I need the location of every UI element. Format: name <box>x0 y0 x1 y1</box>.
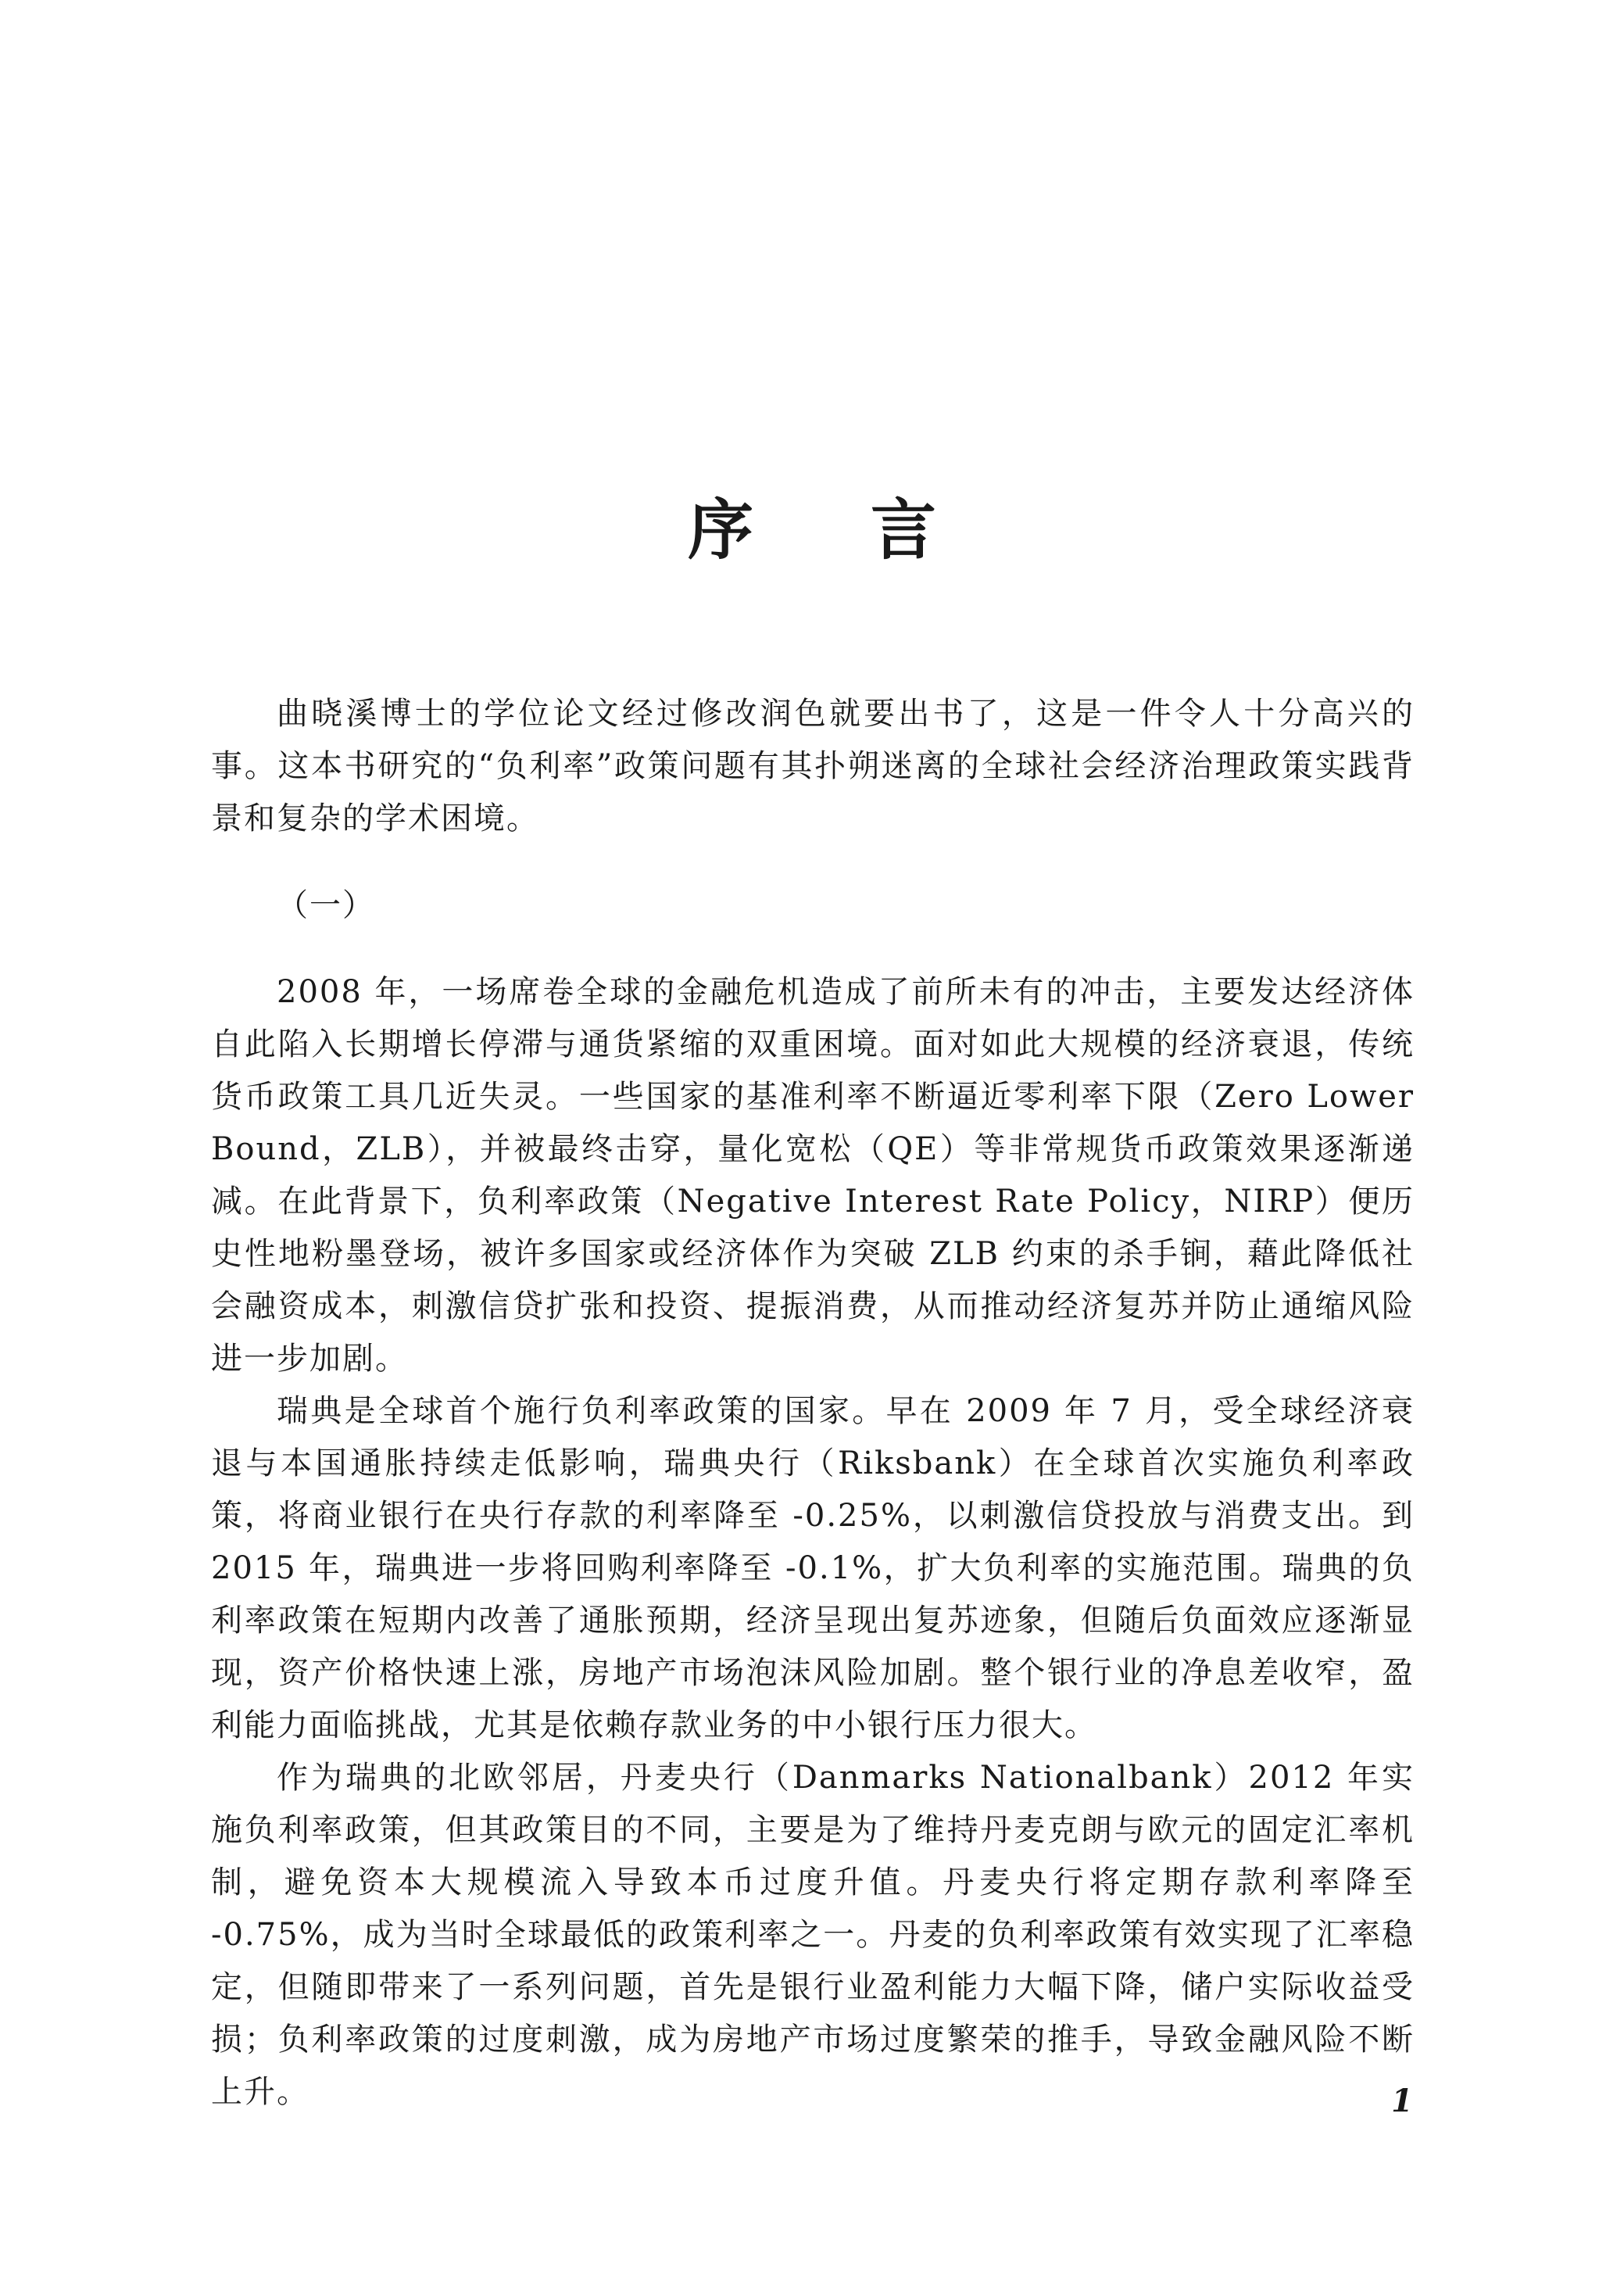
section-heading: （一） <box>277 887 375 923</box>
title-char-1: 序 <box>687 491 753 569</box>
page-title <box>0 491 1624 569</box>
paragraph-2: 瑞典是全球首个施行负利率政策的国家。早在 2009 年 7 月，受全球经济衰退与本国通胀持续走低影响，瑞典央行（Riksbank）在全球首次实施负利率政策，将商业银行在央行存款的利率降至 -0.25%，以刺激信贷投放与消费支出。到 2015 年，瑞典进一步将回购利率降至 -0.1%，扩大负利率的实施范围。瑞典的负利率政策在短期内改善了通胀预期，经济呈现出复苏迹象，但随后负面效应逐渐显现，资产价格快速上涨，房地产市场泡沫风险加剧。整个银行业的净息差收窄，盈利能力面临挑战，尤其是依赖存款业务的中小银行压力很大。 <box>211 1393 1415 1743</box>
paragraph-3: 作为瑞典的北欧邻居，丹麦央行（Danmarks Nationalbank）2012 年实施负利率政策，但其政策目的不同，主要是为了维持丹麦克朗与欧元的固定汇率机制，避免资本大规模流入导致本币过度升值。丹麦央行将定期存款利率降至 -0.75%，成为当时全球最低的政策利率之一。丹麦的负利率政策有效实现了汇率稳定，但随即带来了一系列问题，首先是银行业盈利能力大幅下降，储户实际收益受损；负利率政策的过度刺激，成为房地产市场过度繁荣的推手，导致金融风险不断上升。 <box>211 1760 1415 2110</box>
body-text <box>211 688 1415 2119</box>
intro-paragraph: 曲晓溪博士的学位论文经过修改润色就要出书了，这是一件令人十分高兴的事。这本书研究的“负利率”政策问题有其扑朔迷离的全球社会经济治理政策实践背景和复杂的学术困境。 <box>211 696 1415 836</box>
title-char-2: 言 <box>871 491 937 569</box>
paragraph-1: 2008 年，一场席卷全球的金融危机造成了前所未有的冲击，主要发达经济体自此陷入长期增长停滞与通货紧缩的双重困境。面对如此大规模的经济衰退，传统货币政策工具几近失灵。一些国家的基准利率不断逼近零利率下限（Zero Lower Bound，ZLB），并被最终击穿，量化宽松（QE）等非常规货币政策效果逐渐递减。在此背景下，负利率政策（Negative Interest Rate Policy，NIRP）便历史性地粉墨登场，被许多国家或经济体作为突破 ZLB 约束的杀手锏，藉此降低社会融资成本，刺激信贷扩张和投资、提振消费，从而推动经济复苏并防止通缩风险进一步加剧。 <box>211 974 1415 1377</box>
page-number: 1 <box>1391 2083 1413 2119</box>
